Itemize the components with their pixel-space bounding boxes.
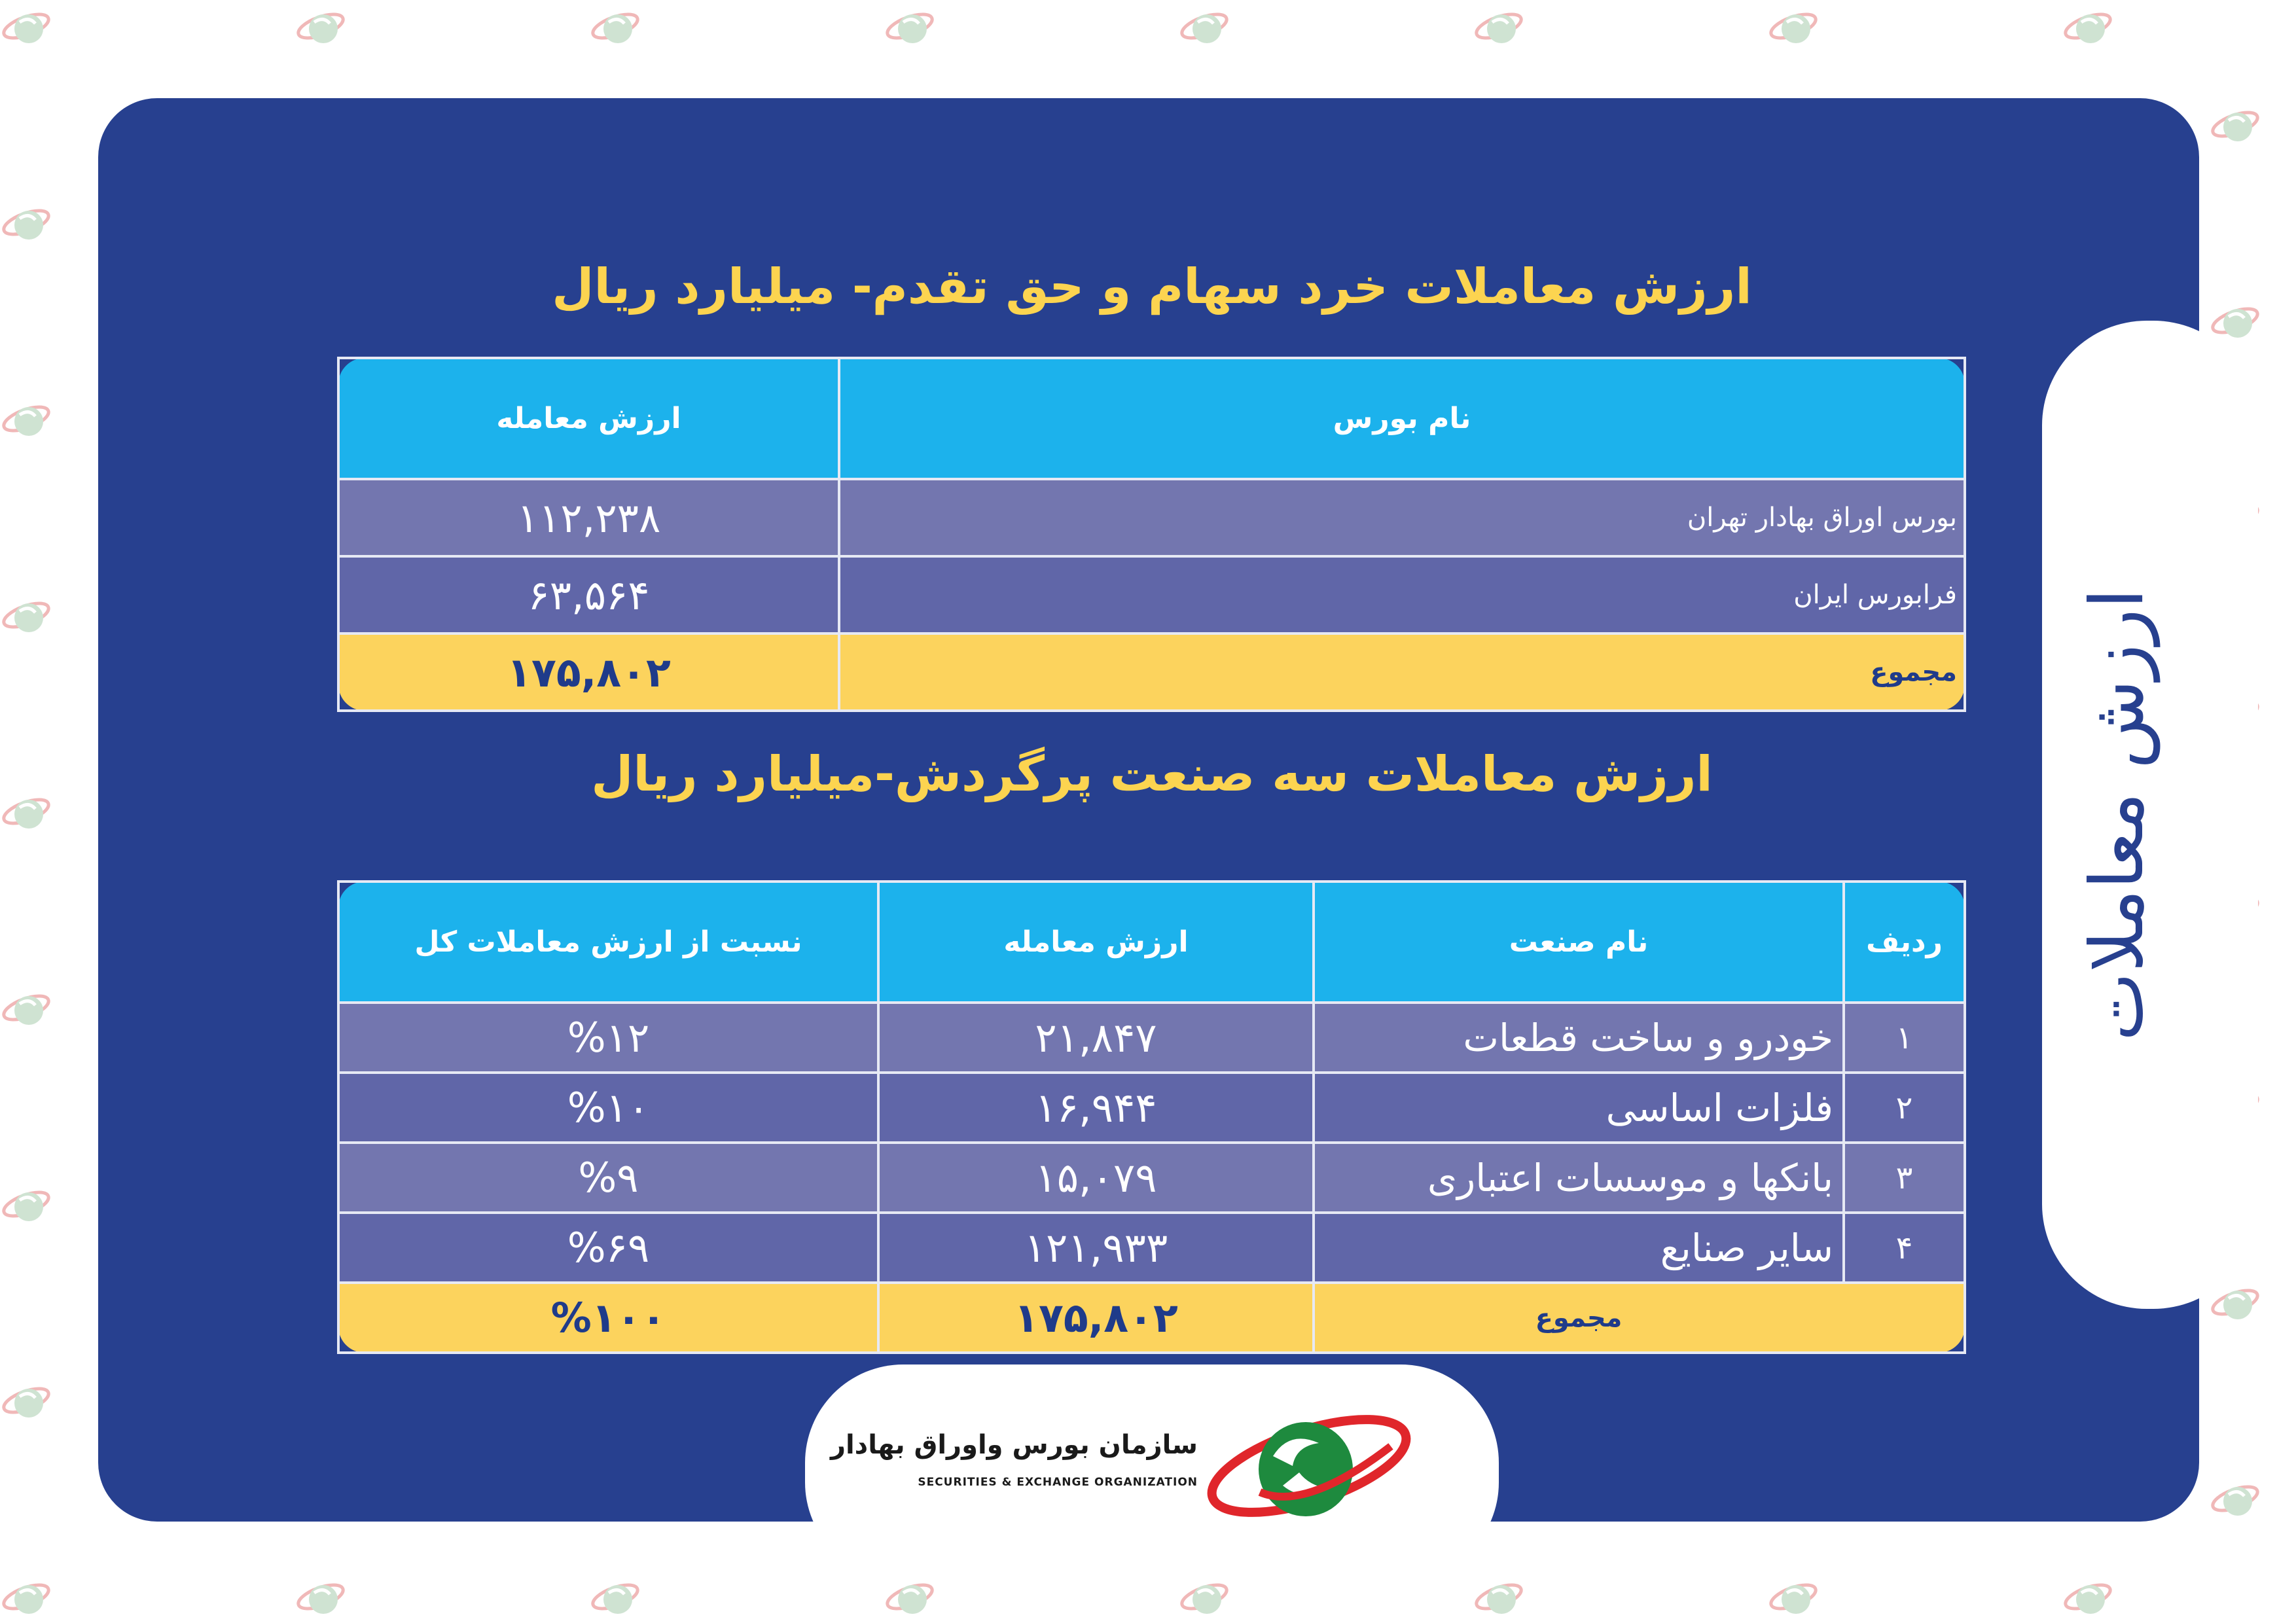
table-row [338, 1073, 1965, 1143]
total-row [338, 1283, 1965, 1353]
org-name-fa: سازمان بورس واوراق بهادار [830, 1430, 1198, 1460]
watermark-logo-icon [1473, 10, 1524, 43]
total-share: %۱۰۰ [338, 1283, 878, 1353]
watermark-logo-icon [1179, 10, 1229, 43]
watermark-logo-icon [2062, 10, 2113, 43]
watermark-logo-icon [1473, 1580, 1524, 1614]
total-label: مجموع [839, 633, 1965, 711]
exchange-name: فرابورس ایران [839, 556, 1965, 633]
trade-value: ۱۱۲,۲۳۸ [338, 479, 839, 556]
row-index: ۲ [1844, 1073, 1965, 1143]
table-row [338, 1213, 1965, 1283]
trade-value: ۲۱,۸۴۷ [878, 1003, 1314, 1073]
header-trade-value: ارزش معامله [878, 882, 1314, 1003]
watermark-logo-icon [2210, 108, 2260, 141]
share-of-total: %۹ [338, 1143, 878, 1213]
industry-name: سایر صنایع [1314, 1213, 1844, 1283]
watermark-logo-icon [2062, 1580, 2113, 1614]
trade-value: ۱۶,۹۴۴ [878, 1073, 1314, 1143]
share-of-total: %۱۰ [338, 1073, 878, 1143]
section2-title: ارزش معاملات سه صنعت پرگردش-میلیارد ریال [591, 746, 1713, 802]
watermark-logo-icon [1, 1384, 51, 1418]
industry-value-table [337, 880, 1966, 1354]
watermark-logo-icon [2210, 1286, 2260, 1319]
industry-name: خودرو و ساخت قطعات [1314, 1003, 1844, 1073]
industry-name: فلزات اساسی [1314, 1073, 1844, 1143]
watermark-logo-icon [884, 1580, 935, 1614]
table-row [338, 479, 1965, 556]
watermark-logo-icon [1, 402, 51, 436]
watermark-logo-icon [1768, 1580, 1818, 1614]
watermark-logo-icon [1, 599, 51, 632]
industry-name: بانکها و موسسات اعتباری [1314, 1143, 1844, 1213]
table-row [338, 1143, 1965, 1213]
watermark-logo-icon [1768, 10, 1818, 43]
watermark-logo-icon [2210, 1482, 2260, 1516]
header-share-of-total: نسبت از ارزش معاملات کل [338, 882, 878, 1003]
watermark-logo-icon [1, 1580, 51, 1614]
watermark-logo-icon [1, 206, 51, 240]
watermark-logo-icon [1, 795, 51, 829]
table-row [338, 556, 1965, 633]
table-row [338, 1003, 1965, 1073]
total-value: ۱۷۵,۸۰۲ [878, 1283, 1314, 1353]
watermark-logo-icon [590, 1580, 640, 1614]
watermark-logo-icon [2210, 304, 2260, 338]
watermark-logo-icon [1, 1188, 51, 1221]
share-of-total: %۱۲ [338, 1003, 878, 1073]
header-industry-name: نام صنعت [1314, 882, 1844, 1003]
trade-value: ۱۲۱,۹۳۳ [878, 1213, 1314, 1283]
watermark-logo-icon [884, 10, 935, 43]
watermark-logo-icon [1, 10, 51, 43]
total-value: ۱۷۵,۸۰۲ [338, 633, 839, 711]
trade-value: ۱۵,۰۷۹ [878, 1143, 1314, 1213]
header-trade-value: ارزش معامله [338, 358, 839, 479]
exchange-value-table [337, 357, 1966, 712]
total-label: مجموع [1314, 1283, 1844, 1353]
watermark-logo-icon [1, 991, 51, 1025]
exchange-name: بورس اوراق بهادار تهران [839, 479, 1965, 556]
total-row [338, 633, 1965, 711]
watermark-logo-icon [590, 10, 640, 43]
trade-value: ۶۳,۵۶۴ [338, 556, 839, 633]
watermark-logo-icon [295, 1580, 346, 1614]
share-of-total: %۶۹ [338, 1213, 878, 1283]
org-name-en: SECURITIES & EXCHANGE ORGANIZATION [918, 1476, 1198, 1489]
watermark-logo-icon [295, 10, 346, 43]
side-title: ارزش معاملات [2075, 588, 2160, 1042]
row-index: ۴ [1844, 1213, 1965, 1283]
watermark-logo-icon [1179, 1580, 1229, 1614]
seo-globe-logo-icon [1198, 1394, 1420, 1538]
row-index: ۱ [1844, 1003, 1965, 1073]
row-index: ۳ [1844, 1143, 1965, 1213]
header-row-index: ردیف [1844, 882, 1965, 1003]
section1-title: ارزش معاملات خرد سهام و حق تقدم- میلیارد ریال [552, 259, 1752, 315]
header-exchange-name: نام بورس [839, 358, 1965, 479]
total-spacer [1844, 1283, 1965, 1353]
